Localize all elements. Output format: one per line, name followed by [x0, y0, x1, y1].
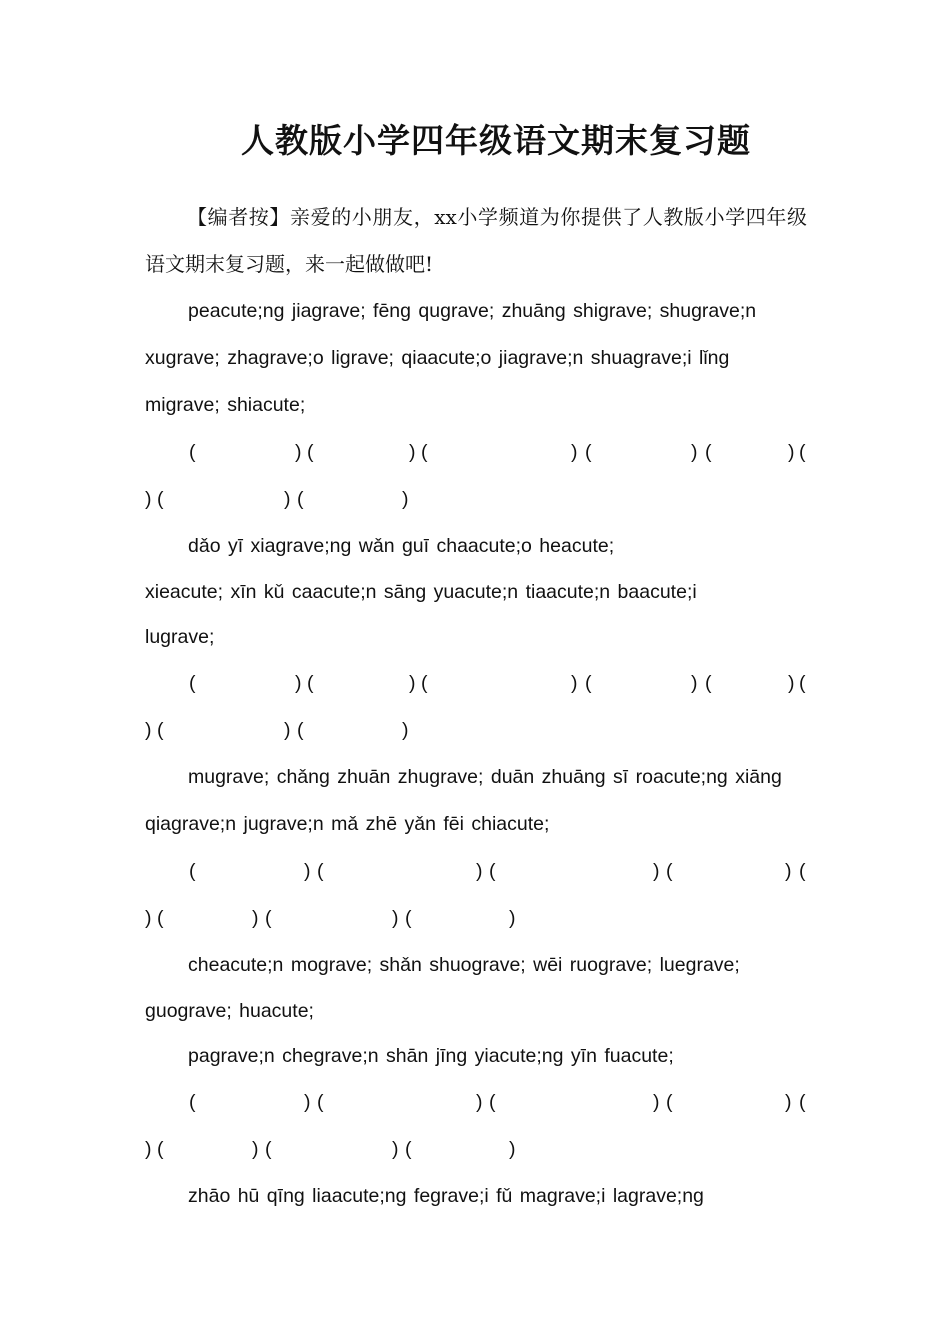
blank-close: ) — [284, 719, 291, 741]
blank-open: ( — [157, 1138, 164, 1160]
blank-close: ) — [295, 441, 302, 463]
pinyin-line: dǎo yī xiagrave;ng wǎn guī chaacute;o heacute; — [188, 535, 615, 557]
editor-note: 【编者按】亲爱的小朋友，xx小学频道为你提供了人教版小学四年级语文期末复习题，来一起做做吧! — [145, 205, 807, 276]
blank-open: ( — [307, 441, 314, 463]
blank-open: ( — [405, 907, 412, 929]
blank-open: ( — [189, 1091, 196, 1113]
blank-close: ) — [653, 1091, 660, 1113]
blank-close: ) — [788, 672, 795, 694]
pinyin-line: qiagrave;n jugrave;n mǎ zhē yǎn fēi chiacute; — [145, 813, 550, 835]
blank-open: ( — [799, 441, 806, 463]
blank-open: ( — [297, 488, 304, 510]
blank-open: ( — [799, 672, 806, 694]
blank-close: ) — [284, 488, 291, 510]
answer-blanks[interactable] — [145, 429, 807, 523]
blank-close: ) — [145, 907, 152, 929]
pinyin-line: xugrave; zhagrave;o ligrave; qiaacute;o jiagrave;n shuagrave;i lǐng — [145, 347, 730, 369]
blank-open: ( — [705, 441, 712, 463]
blank-close: ) — [145, 719, 152, 741]
blank-open: ( — [189, 672, 196, 694]
blank-close: ) — [402, 719, 409, 741]
pinyin-line: peacute;ng jiagrave; fēng qugrave; zhuāng shigrave; shugrave;n — [188, 300, 757, 322]
pinyin-line: lugrave; — [145, 626, 215, 648]
blank-open: ( — [189, 441, 196, 463]
blank-open: ( — [265, 1138, 272, 1160]
blank-close: ) — [392, 1138, 399, 1160]
document-page — [145, 110, 807, 1220]
blank-close: ) — [788, 441, 795, 463]
blank-open: ( — [157, 719, 164, 741]
blank-open: ( — [157, 907, 164, 929]
blank-open: ( — [265, 907, 272, 929]
blank-open: ( — [585, 672, 592, 694]
blank-close: ) — [653, 860, 660, 882]
blank-close: ) — [252, 907, 259, 929]
blank-close: ) — [409, 672, 416, 694]
blank-close: ) — [509, 907, 516, 929]
blank-open: ( — [157, 488, 164, 510]
pinyin-line: pagrave;n chegrave;n shān jīng yiacute;ng yīn fuacute; — [188, 1045, 674, 1067]
answer-blanks[interactable] — [145, 660, 807, 754]
document-title: 人教版小学四年级语文期末复习题 — [241, 121, 751, 160]
blank-close: ) — [409, 441, 416, 463]
blank-close: ) — [571, 441, 578, 463]
pinyin-line: migrave; shiacute; — [145, 394, 306, 416]
pinyin-line: guograve; huacute; — [145, 1000, 314, 1022]
blank-close: ) — [476, 1091, 483, 1113]
blank-close: ) — [476, 860, 483, 882]
answer-blanks[interactable] — [145, 1079, 807, 1173]
blank-open: ( — [666, 1091, 673, 1113]
blank-open: ( — [405, 1138, 412, 1160]
blank-open: ( — [421, 441, 428, 463]
pinyin-line: zhāo hū qīng liaacute;ng fegrave;i fǔ magrave;i lagrave;ng — [188, 1185, 704, 1207]
blank-close: ) — [252, 1138, 259, 1160]
blank-close: ) — [691, 672, 698, 694]
blank-close: ) — [785, 860, 792, 882]
blank-close: ) — [304, 860, 311, 882]
blank-open: ( — [421, 672, 428, 694]
blank-open: ( — [317, 1091, 324, 1113]
blank-open: ( — [297, 719, 304, 741]
blank-close: ) — [509, 1138, 516, 1160]
blank-close: ) — [402, 488, 409, 510]
blank-open: ( — [189, 860, 196, 882]
blank-open: ( — [307, 672, 314, 694]
blank-close: ) — [145, 488, 152, 510]
blank-open: ( — [489, 860, 496, 882]
pinyin-line: cheacute;n mograve; shǎn shuograve; wēi ruograve; luegrave; — [188, 954, 740, 976]
blank-close: ) — [145, 1138, 152, 1160]
pinyin-line: mugrave; chǎng zhuān zhugrave; duān zhuāng sī roacute;ng xiāng — [188, 766, 782, 788]
answer-blanks[interactable] — [145, 848, 807, 942]
blank-close: ) — [785, 1091, 792, 1113]
blank-open: ( — [799, 860, 806, 882]
blank-open: ( — [799, 1091, 806, 1113]
blank-close: ) — [691, 441, 698, 463]
blank-open: ( — [489, 1091, 496, 1113]
blank-close: ) — [304, 1091, 311, 1113]
blank-open: ( — [585, 441, 592, 463]
blank-close: ) — [571, 672, 578, 694]
blank-close: ) — [392, 907, 399, 929]
blank-open: ( — [705, 672, 712, 694]
blank-open: ( — [666, 860, 673, 882]
pinyin-line: xieacute; xīn kǔ caacute;n sāng yuacute;n tiaacute;n baacute;i — [145, 581, 697, 603]
blank-open: ( — [317, 860, 324, 882]
blank-close: ) — [295, 672, 302, 694]
